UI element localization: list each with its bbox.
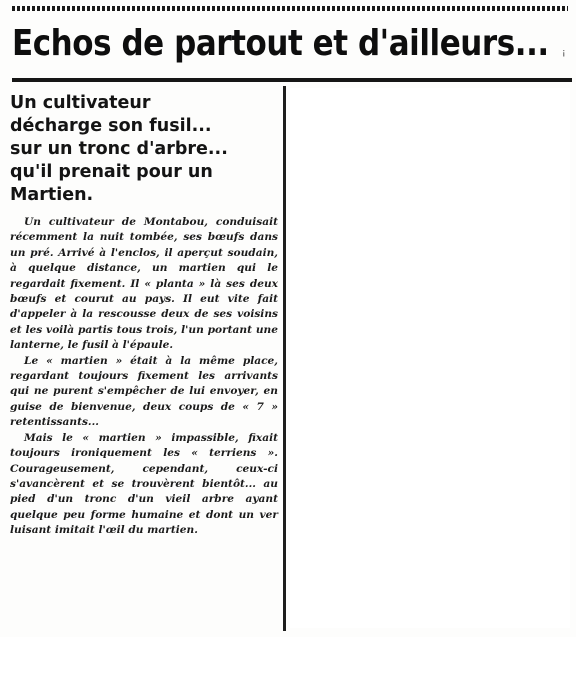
article-paragraph: Le « martien » était à la même place, regardant toujours fixement les arrivants qui ne purent s'empêcher de lui envoyer, en guise de bienvenue, deux coups de « 7 » retentissants... <box>10 354 278 429</box>
section-headline: Echos de partout et d'ailleurs... <box>12 23 549 64</box>
article <box>10 92 278 539</box>
column-divider <box>283 86 286 631</box>
blank-column <box>290 88 570 628</box>
article-title: Un cultivateur décharge son fusil... sur un tronc d'arbre... qu'il prenait pour un Martien. <box>10 93 228 205</box>
article-paragraph: Mais le « martien » impassible, fixait toujours ironiquement les « terriens ». Courageusement, cependant, ceux-ci s'avancèrent et se trouvèrent bientôt... au pied d'un tronc d'un vieil arbre ayant quelque peu forme humaine et dont un ver luisant imitait l'œil du martien. <box>10 431 278 537</box>
top-dotted-rule <box>12 6 568 11</box>
corner-mark: ¡ <box>562 48 566 58</box>
article-body <box>10 215 278 539</box>
article-paragraph: Un cultivateur de Montabou, conduisait récemment la nuit tombée, ses bœufs dans un pré. Arrivé à l'enclos, il aperçut soudain, à quelque distance, un martien qui le regardait fixement. Il « planta » là ses deux bœufs et courut au pays. Il eut vite fait d'appeler à la rescousse deux de ses voisins et les voilà partis tous trois, l'un portant une lanterne, le fusil à l'épaule. <box>10 216 278 352</box>
headline-rule <box>12 78 572 82</box>
